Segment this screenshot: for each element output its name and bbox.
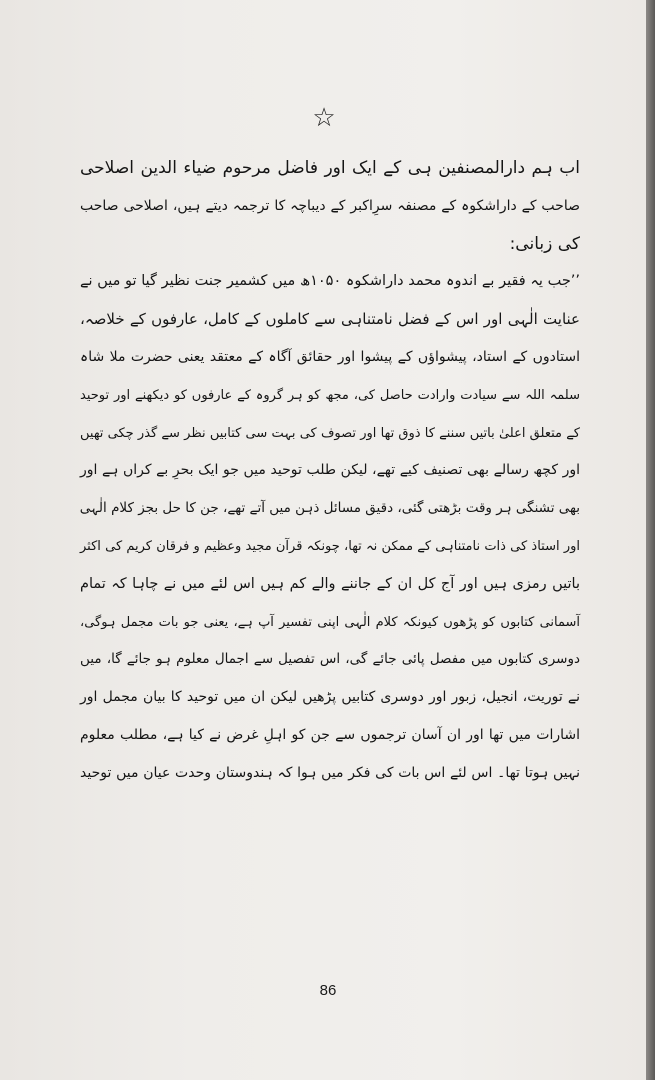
text-line: ’’جب یہ فقیر بے اندوہ محمد داراشکوہ ۱۰۵۰ھ میں کشمیر جنت نظیر گیا تو میں نے <box>80 273 581 290</box>
text-line: صاحب کے داراشکوہ کے مصنفہ سرِاکبر کے دیباچہ کا ترجمہ دیتے ہیں، اصلاحی صاحب <box>80 197 580 214</box>
text-line: کی زبانی: <box>509 233 580 254</box>
page-number: 86 <box>319 982 337 999</box>
text-line: کے متعلق اعلیٰ باتیں سننے کا ذوق تھا اور تصوف کی بہت سی کتابیں نظر سے گذر چکی تھیں <box>80 425 580 441</box>
text-line: دوسری کتابوں میں مفصل پائی جائے گی، اس تفصیل سے اجمال معلوم ہو جائے گا، میں <box>80 651 580 668</box>
book-edge <box>646 0 655 1080</box>
text-line: سلمہ اللہ سے سیادت وارادت حاصل کی، مجھ کو ہر گروہ کے عارفوں کو دیکھنے اور توحید <box>80 387 580 403</box>
text-line: اور کچھ رسالے بھی تصنیف کیے تھے، لیکن طلب توحید میں جو ایک بحرِ بے کراں ہے اور <box>80 462 580 479</box>
text-line: عنایت الٰہی اور اس کے فضل نامتناہی سے کاملوں کے کامل، عارفوں کے خلاصہ، <box>80 310 580 329</box>
text-line: باتیں رمزی ہیں اور آج کل ان کے جاننے والے کم ہیں اس لئے میں نے چاہا کہ تمام <box>80 575 580 592</box>
text-line: استادوں کے استاد، پیشواؤں کے پیشوا اور حقائق آگاہ کے معتقد یعنی حضرت ملا شاہ <box>80 348 580 365</box>
text-line: آسمانی کتابوں کو پڑھوں کیونکہ کلام الٰہی اپنی تفسیر آپ ہے، یعنی جو بات مجمل ہوگی، <box>80 614 580 630</box>
paragraph-intro <box>80 150 580 263</box>
text-line: اشارات میں تھا اور ان آسان ترجموں سے جن کو اہلِ غرض نے کیا ہے، مطلب معلوم <box>80 726 580 743</box>
paragraph-quote <box>80 263 580 792</box>
text-line: بھی تشنگی ہر وقت بڑھتی گئی، دقیق مسائل ذہن میں آتے تھے، جن کا حل بجز کلام الٰہی <box>79 500 580 517</box>
text-line: اور استاذ کی ذات نامتناہی کے ممکن نہ تھا، چونکہ قرآن مجید وعظیم و فرقان کریم کی اکثر <box>80 538 580 554</box>
text-line: نہیں ہوتا تھا۔ اس لئے اس بات کی فکر میں ہوا کہ ہندوستان وحدت عیان میں توحید <box>80 764 580 781</box>
body-text <box>80 150 580 793</box>
text-line: اب ہم دارالمصنفین ہی کے ایک اور فاضل مرحوم ضیاء الدین اصلاحی <box>80 158 580 178</box>
star-ornament-icon: ☆ <box>312 103 336 133</box>
text-line: نے توریت، انجیل، زبور اور دوسری کتابیں پڑھیں لیکن ان میں توحید کا بیان مجمل اور <box>80 689 580 706</box>
